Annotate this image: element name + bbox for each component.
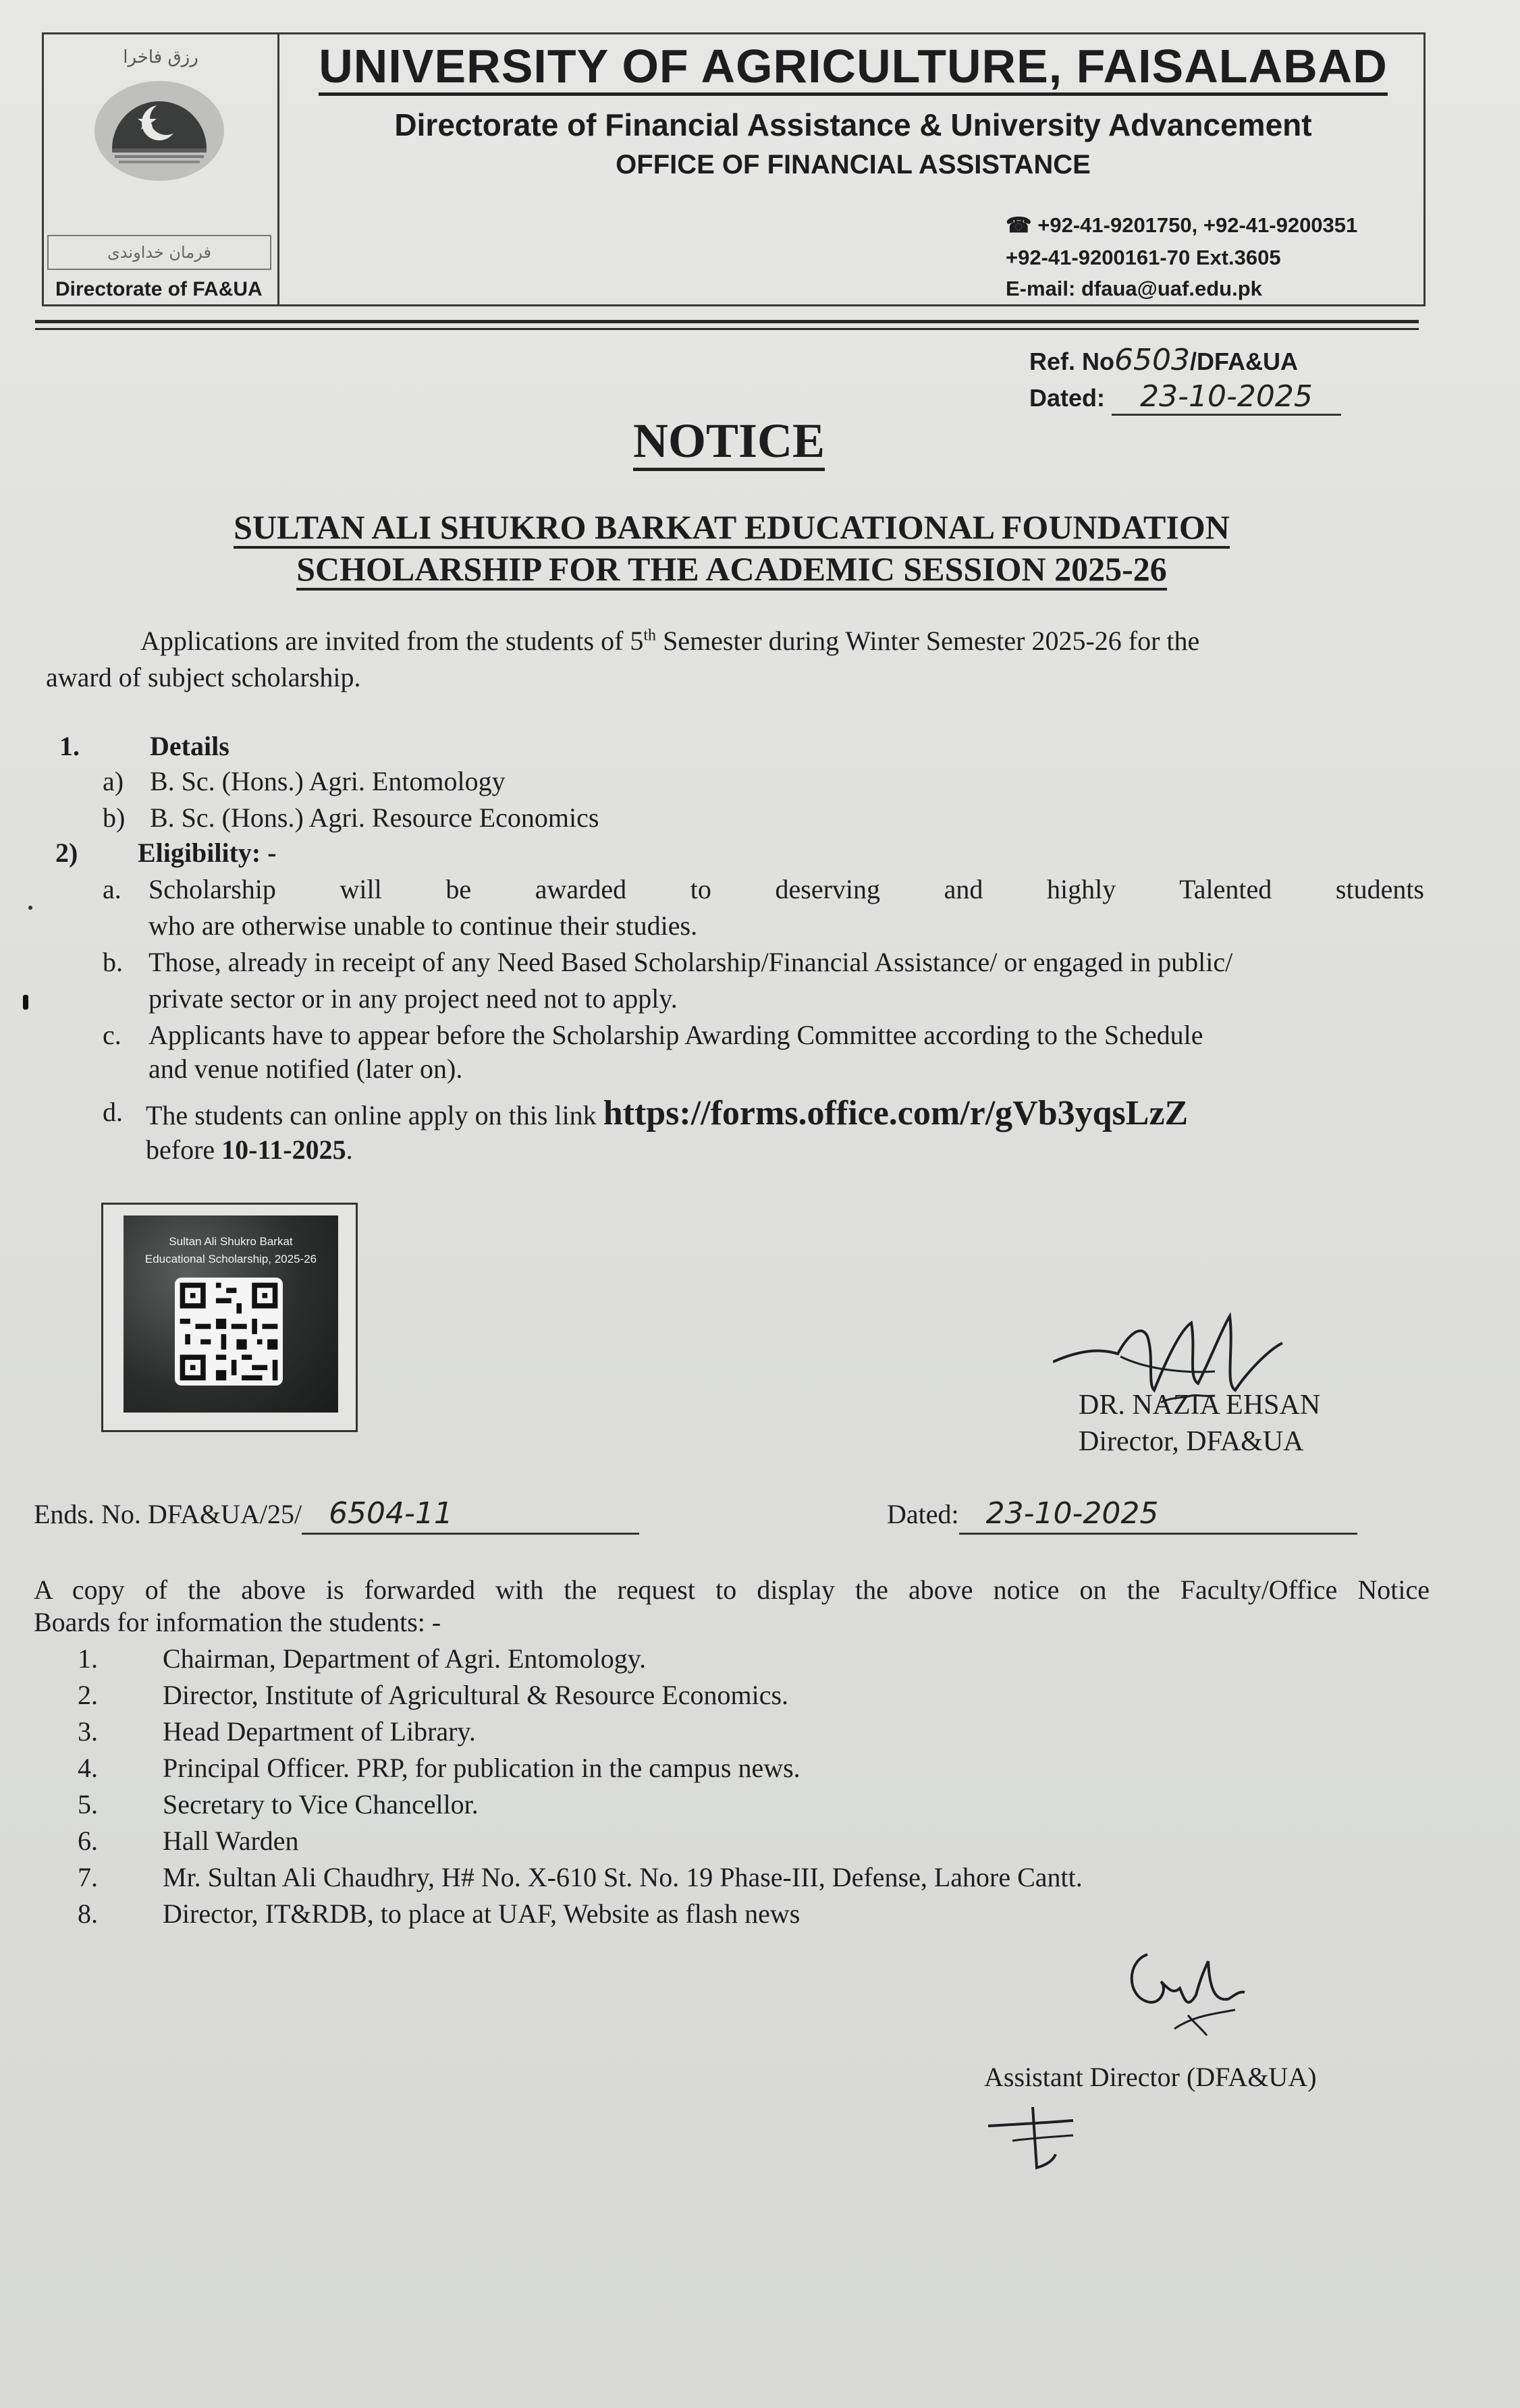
application-link[interactable]: https://forms.office.com/r/gVb3yqsLzZ	[603, 1094, 1189, 1132]
office-name: OFFICE OF FINANCIAL ASSISTANCE	[616, 150, 1091, 180]
eligibility-marker: d.	[103, 1097, 123, 1127]
eligibility-marker: a.	[103, 874, 121, 904]
scholarship-title-1: SULTAN ALI SHUKRO BARKAT EDUCATIONAL FOUNDATION	[0, 508, 1463, 547]
endorsement-number: Ends. No. DFA&UA/25/ 6504-11	[34, 1494, 639, 1535]
details-heading: Details	[150, 731, 229, 761]
directorate-label: Directorate of FA&UA	[55, 278, 263, 300]
distribution-item: 8. Director, IT&RDB, to place at UAF, Website as flash news	[78, 1898, 800, 1929]
logo-caption: فرمان خداوندی	[47, 235, 271, 270]
notice-heading: NOTICE	[0, 413, 1458, 469]
logo-cell	[42, 32, 279, 306]
assistant-director-designation: Assistant Director (DFA&UA)	[984, 2062, 1317, 2092]
endorsement-date: Dated: 23-10-2025	[887, 1494, 1357, 1535]
eligibility-a-line1: Scholarship will be awarded to deserving and highly Talented students	[148, 874, 1424, 904]
distribution-item: 7. Mr. Sultan Ali Chaudhry, H# No. X-610 St. No. 19 Phase-III, Defense, Lahore Cantt.	[78, 1862, 1083, 1892]
intro-paragraph-end: award of subject scholarship.	[46, 662, 361, 692]
eligibility-heading: Eligibility: -	[138, 838, 277, 868]
eligibility-c-line2: and venue notified (later on).	[148, 1054, 463, 1084]
intro-paragraph: Applications are invited from the students of 5th Semester during Winter Semester 2025-26 for the	[140, 626, 1200, 656]
university-logo	[92, 76, 227, 184]
distribution-item: 5. Secretary to Vice Chancellor.	[78, 1789, 479, 1819]
phone-line-1: ☎ +92-41-9201750, +92-41-9200351	[1006, 213, 1358, 237]
distribution-item: 1. Chairman, Department of Agri. Entomology.	[78, 1643, 647, 1674]
phone-line-2: +92-41-9200161-70 Ext.3605	[1006, 246, 1281, 269]
eligibility-marker: c.	[103, 1020, 121, 1050]
eligibility-d-line1: The students can online apply on this link https://forms.office.com/r/gVb3yqsLzZ	[146, 1094, 1189, 1132]
assistant-signature	[1120, 1934, 1296, 2069]
eligibility-a-line2: who are otherwise unable to continue their studies.	[148, 910, 698, 941]
margin-mark	[23, 995, 28, 1010]
details-number: 1.	[59, 731, 80, 761]
distribution-item: 2. Director, Institute of Agricultural & Resource Economics.	[78, 1680, 789, 1710]
qr-card-title: Sultan Ali Shukro Barkat Educational Scholarship, 2025-26	[144, 1235, 317, 1265]
email-line: E-mail: dfaua@uaf.edu.pk	[1006, 277, 1262, 300]
eligibility-c-line1: Applicants have to appear before the Scholarship Awarding Committee according to the Schedule	[148, 1020, 1203, 1050]
header-rule-thick	[35, 320, 1419, 323]
qr-code-card	[101, 1203, 358, 1432]
detail-marker: b)	[103, 802, 126, 833]
eligibility-d-line2: before 10-11-2025.	[146, 1134, 353, 1165]
qr-code[interactable]	[175, 1278, 283, 1386]
forward-line-1: A copy of the above is forwarded with the request to display the above notice on the Faculty/Office Notice	[34, 1575, 1430, 1605]
scholarship-title-2: SCHOLARSHIP FOR THE ACADEMIC SESSION 2025-26	[0, 549, 1463, 589]
qr-code-pattern	[175, 1278, 283, 1386]
distribution-item: 3. Head Department of Library.	[78, 1716, 476, 1747]
eligibility-b-line2: private sector or in any project need not to apply.	[148, 983, 678, 1014]
distribution-item: 6. Hall Warden	[78, 1826, 299, 1856]
forward-line-2: Boards for information the students: -	[34, 1607, 441, 1637]
telephone-icon: ☎	[1006, 213, 1032, 237]
initials-mark	[985, 2100, 1093, 2174]
reference-date: Dated: 23-10-2025	[1029, 379, 1341, 416]
university-name: UNIVERSITY OF AGRICULTURE, FAISALABAD	[279, 39, 1427, 93]
directorate-name: Directorate of Financial Assistance & University Advancement	[394, 107, 1312, 142]
detail-item-resource-economics: B. Sc. (Hons.) Agri. Resource Economics	[150, 802, 599, 833]
distribution-item: 4. Principal Officer. PRP, for publication in the campus news.	[78, 1753, 800, 1783]
eligibility-b-line1: Those, already in receipt of any Need Based Scholarship/Financial Assistance/ or engaged in public/	[148, 947, 1233, 977]
margin-mark	[28, 906, 32, 910]
director-signature	[1053, 1309, 1336, 1444]
reference-number: Ref. No6503/DFA&UA	[1029, 343, 1298, 377]
header-rule-thin	[35, 328, 1419, 330]
eligibility-number: 2)	[55, 838, 78, 868]
eligibility-marker: b.	[103, 947, 123, 977]
logo-motto: رزق فاخرا	[123, 47, 198, 67]
detail-item-entomology: B. Sc. (Hons.) Agri. Entomology	[150, 766, 506, 796]
qr-card-background	[124, 1215, 338, 1413]
signatory-designation: Director, DFA&UA	[1079, 1426, 1304, 1457]
signatory-name: DR. NAZIA EHSAN	[1079, 1390, 1321, 1421]
detail-marker: a)	[103, 766, 124, 796]
